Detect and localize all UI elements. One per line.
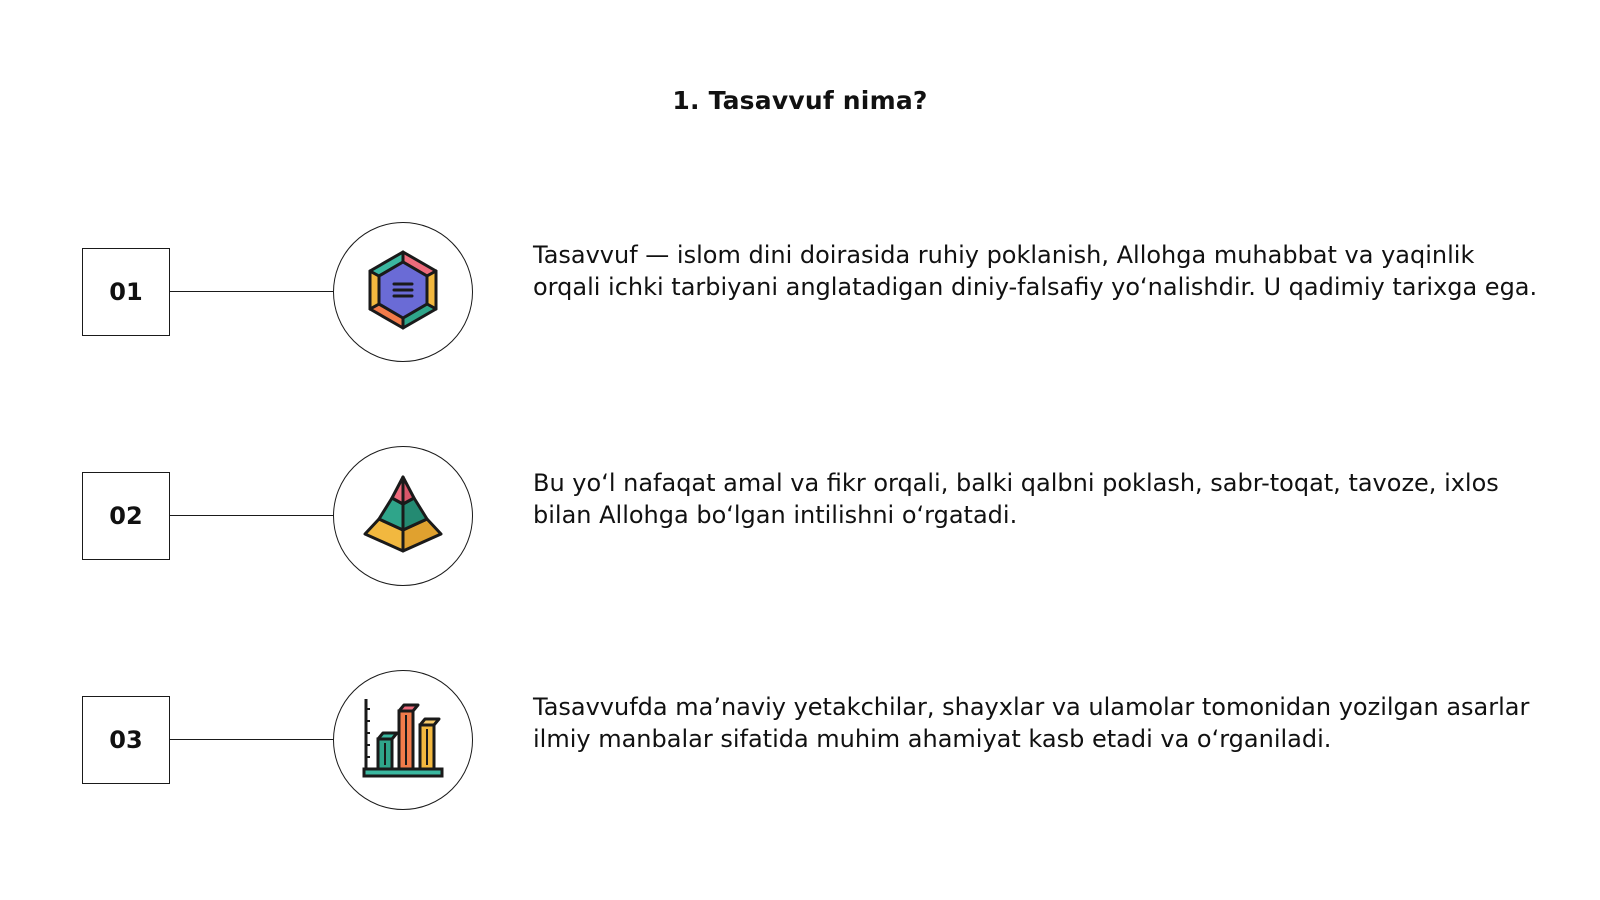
bar-chart-icon xyxy=(361,697,445,783)
icon-circle xyxy=(333,670,473,810)
list-item xyxy=(0,446,1600,586)
item-number-box: 03 xyxy=(82,696,170,784)
list-item xyxy=(0,670,1600,810)
hexagon-document-icon xyxy=(365,249,441,335)
item-number-box: 02 xyxy=(82,472,170,560)
list-item xyxy=(0,222,1600,362)
connector-line xyxy=(170,739,333,740)
item-text: Bu yo‘l nafaqat amal va fikr orqali, balki qalbni poklash, sabr-toqat, tavoze, ixlos bilan Allohga bo‘lgan intilishni o‘rgatadi. xyxy=(533,469,1499,529)
icon-circle xyxy=(333,222,473,362)
connector-line xyxy=(170,515,333,516)
item-text: Tasavvuf — islom dini doirasida ruhiy poklanish, Allohga muhabbat va yaqinlik orqali ichki tarbiyani anglatadigan diniy-falsafiy yo‘nalishdir. U qadimiy tarixga ega. xyxy=(533,241,1538,301)
connector-line xyxy=(170,291,333,292)
slide-title: 1. Tasavvuf nima? xyxy=(672,86,928,115)
icon-circle xyxy=(333,446,473,586)
pyramid-icon xyxy=(362,474,444,558)
item-number-box: 01 xyxy=(82,248,170,336)
item-text: Tasavvufda ma’naviy yetakchilar, shayxlar va ulamolar tomonidan yozilgan asarlar ilmiy manbalar sifatida muhim ahamiyat kasb etadi va o‘rganiladi. xyxy=(533,693,1530,753)
